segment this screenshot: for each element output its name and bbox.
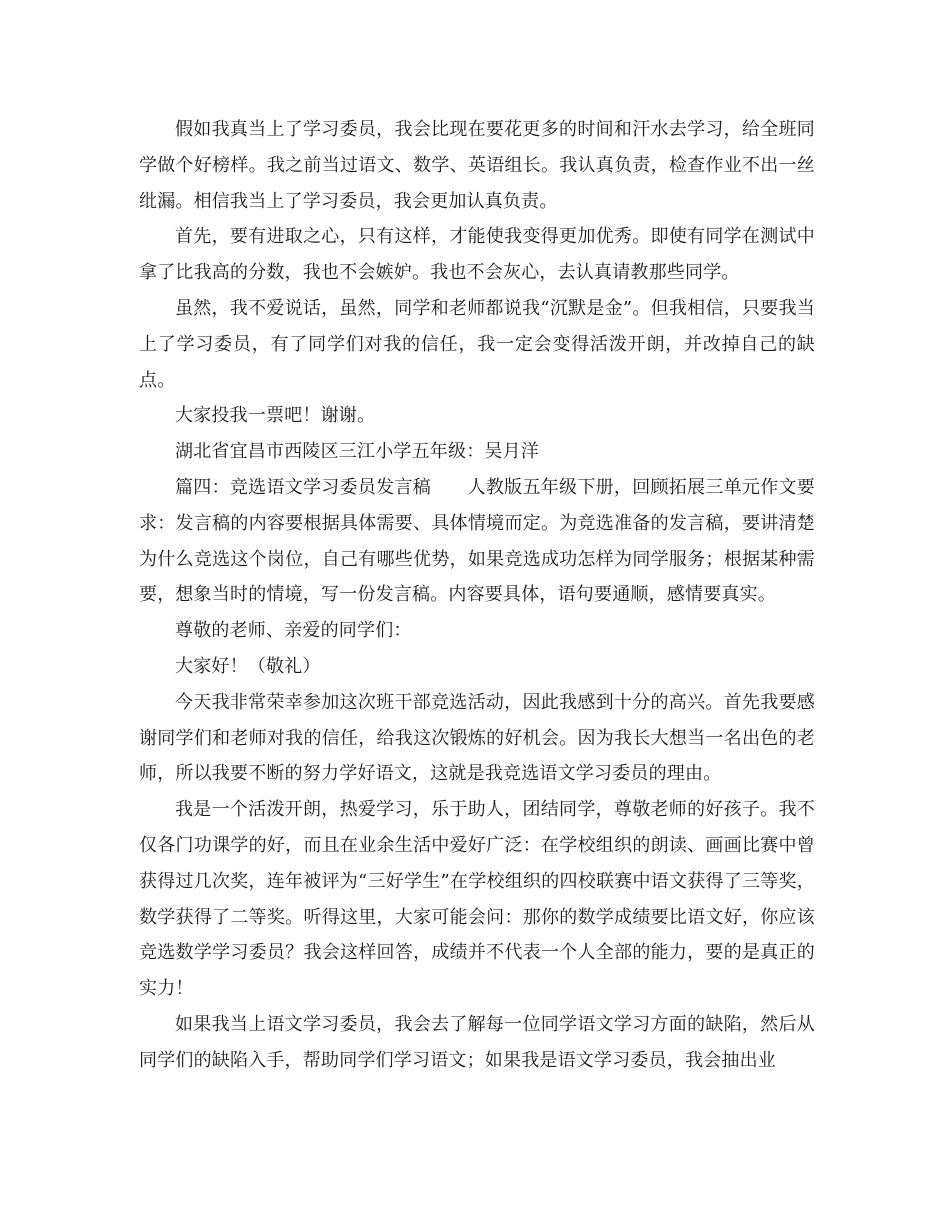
paragraph-10: 我是一个活泼开朗，热爱学习，乐于助人，团结同学，尊敬老师的好孩子。我不仅各门功课学的好，而且在业余生活中爱好广泛：在学校组织的朗读、画画比赛中曾获得过几次奖，连年被评为“三好学生”在学校组织的四校联赛中语文获得了三等奖，数学获得了二等奖。听得这里，大家可能会问：那你的数学成绩要比语文好，你应该竞选数学学习委员？我会这样回答，成绩并不代表一个人全部的能力，要的是真正的实力！ — [139, 799, 815, 1000]
document-body — [139, 112, 815, 1079]
paragraph-6: 篇四：竞选语文学习委员发言稿 人教版五年级下册，回顾拓展三单元作文要求：发言稿的内容要根据具体需要、具体情境而定。为竞选准备的发言稿，要讲清楚为什么竞选这个岗位，自己有哪些优势，如果竞选成功怎样为同学服务；根据某种需要，想象当时的情境，写一份发言稿。内容要具体，语句要通顺，感情要真实。 — [139, 476, 815, 606]
paragraph-11: 如果我当上语文学习委员，我会去了解每一位同学语文学习方面的缺陷，然后从同学们的缺陷入手，帮助同学们学习语文；如果我是语文学习委员，我会抽出业 — [139, 1013, 815, 1071]
paragraph-7: 尊敬的老师、亲爱的同学们： — [175, 620, 412, 642]
paragraph-2: 首先，要有进取之心，只有这样，才能使我变得更加优秀。即使有同学在测试中拿了比我高的分数，我也不会嫉妒。我也不会灰心，去认真请教那些同学。 — [139, 226, 815, 284]
paragraph-4: 大家投我一票吧！谢谢。 — [175, 405, 376, 427]
paragraph-5: 湖北省宜昌市西陵区三江小学五年级：吴月洋 — [175, 441, 539, 463]
paragraph-9: 今天我非常荣幸参加这次班干部竞选活动，因此我感到十分的高兴。首先我要感谢同学们和老师对我的信任，给我这次锻炼的好机会。因为我长大想当一名出色的老师，所以我要不断的努力学好语文，这就是我竞选语文学习委员的理由。 — [139, 691, 815, 785]
paragraph-1: 假如我真当上了学习委员，我会比现在要花更多的时间和汗水去学习，给全班同学做个好榜样。我之前当过语文、数学、英语组长。我认真负责，检查作业不出一丝纰漏。相信我当上了学习委员，我会更加认真负责。 — [139, 119, 815, 212]
paragraph-3: 虽然，我不爱说话，虽然，同学和老师都说我“沉默是金”。但我相信，只要我当上了学习委员，有了同学们对我的信任，我一定会变得活泼开朗，并改掉自己的缺点。 — [139, 297, 815, 391]
paragraph-8: 大家好！（敬礼） — [175, 655, 321, 677]
